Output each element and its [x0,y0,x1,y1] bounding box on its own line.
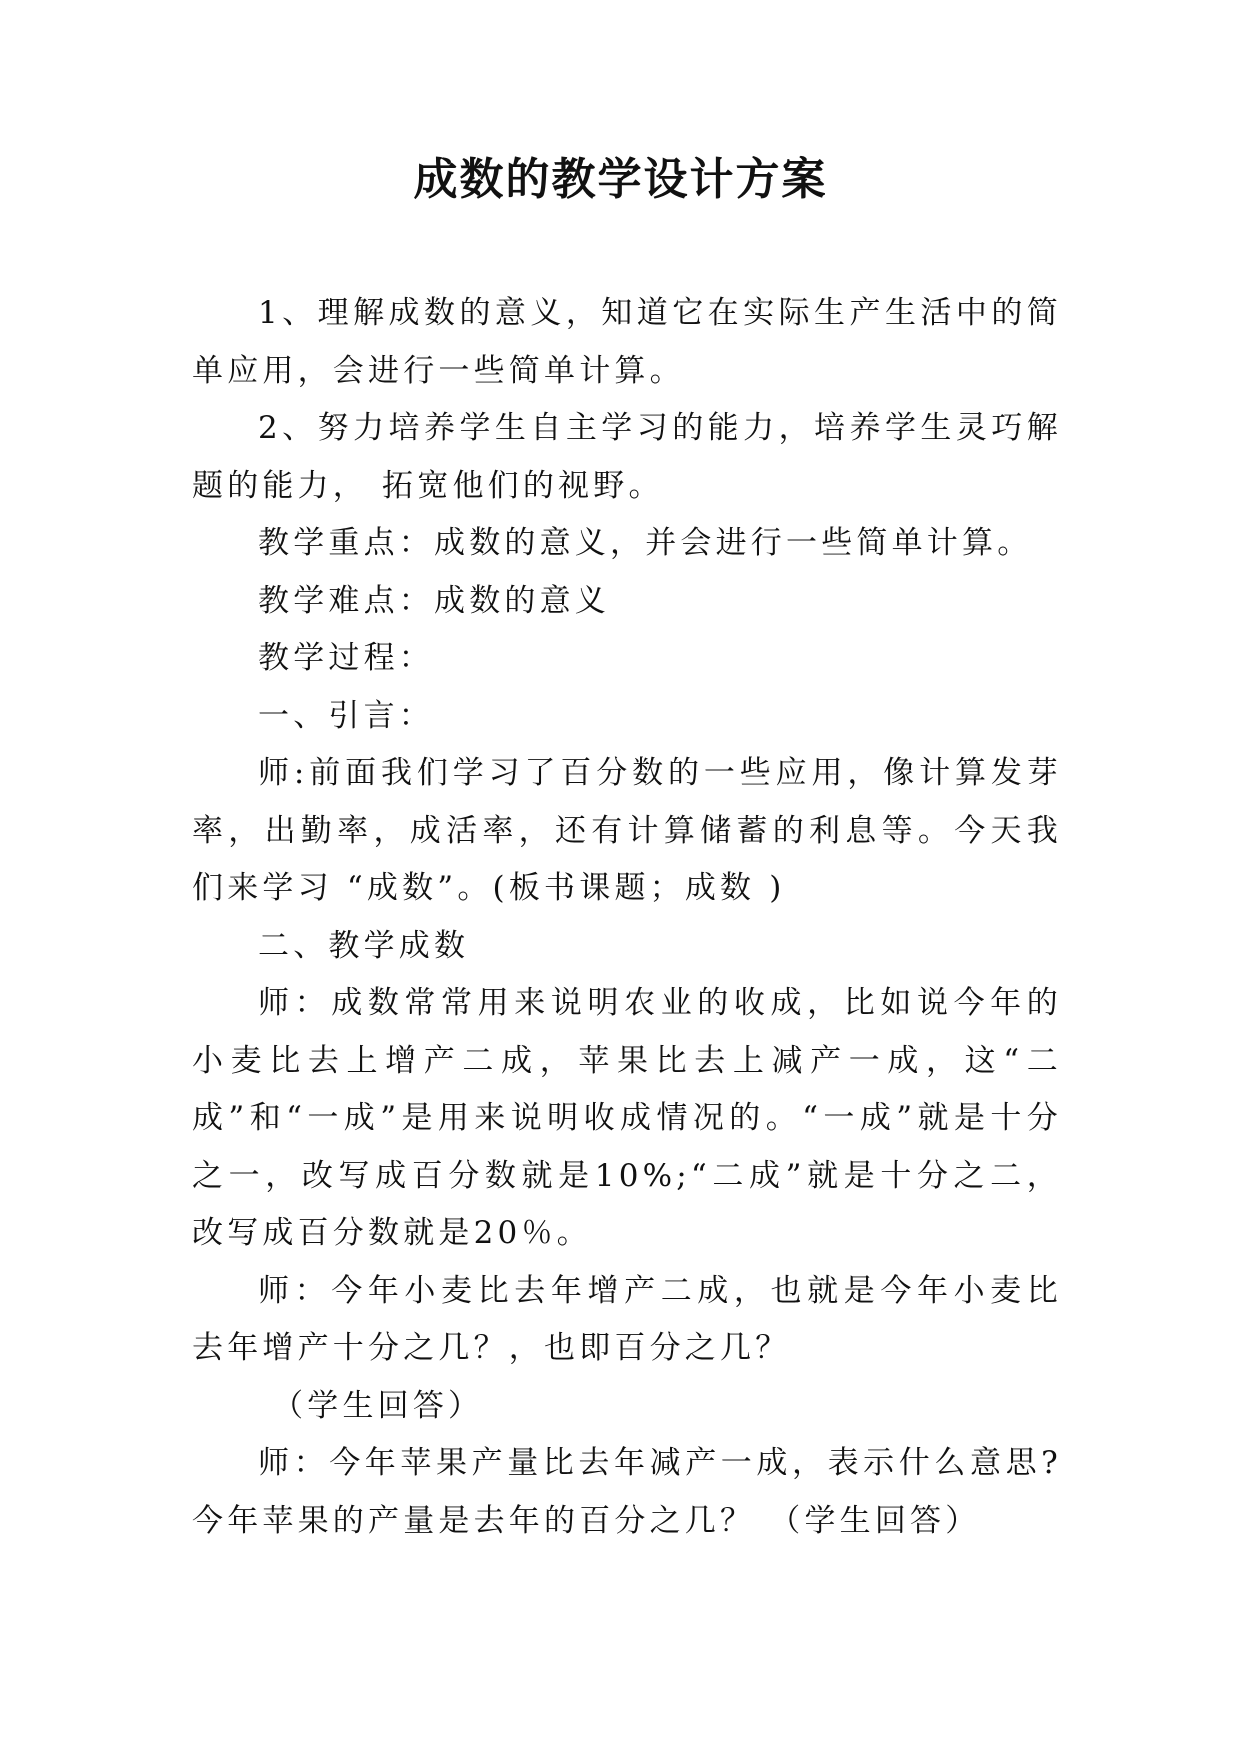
paragraph-teacher-question-wheat: 师：今年小麦比去年增产二成，也就是今年小麦比去年增产十分之几？，也即百分之几？ [192,1272,1062,1366]
document-body [192,285,1062,1550]
paragraph-teacher-question-apple: 师：今年苹果产量比去年减产一成，表示什么意思?今年苹果的产量是去年的百分之几？ （学生回答） [192,1445,1062,1539]
paragraph-section-teaching-heading: 二、教学成数 [258,927,470,964]
paragraph-objective-1: 1、理解成数的意义，知道它在实际生产生活中的简单应用，会进行一些简单计算。 [192,295,1062,389]
paragraph-teacher-explanation: 师：成数常常用来说明农业的收成，比如说今年的小麦比去上增产二成，苹果比去上减产一成，这“二成”和“一成”是用来说明收成情况的。“一成”就是十分之一，改写成百分数就是10%;“二成”就是十分之二，改写成百分数就是20％。 [192,985,1062,1251]
paragraph-process-heading: 教学过程： [258,640,434,676]
paragraph-section-intro-heading: 一、引言： [258,697,434,734]
document-title: 成数的教学设计方案 [413,154,828,205]
paragraph-student-answer: （学生回答） [258,1387,484,1424]
paragraph-difficulty: 教学难点：成数的意义 [258,582,610,619]
paragraph-intro-teacher: 师:前面我们学习了百分数的一些应用，像计算发芽率，出勤率，成活率，还有计算储蓄的利息等。今天我们来学习 “成数”。(板书课题；成数 ) [192,755,1062,906]
paragraph-objective-2: 2、努力培养学生自主学习的能力，培养学生灵巧解题的能力， 拓宽他们的视野。 [192,410,1062,504]
paragraph-key-point: 教学重点：成数的意义，并会进行一些简单计算。 [258,525,1033,561]
